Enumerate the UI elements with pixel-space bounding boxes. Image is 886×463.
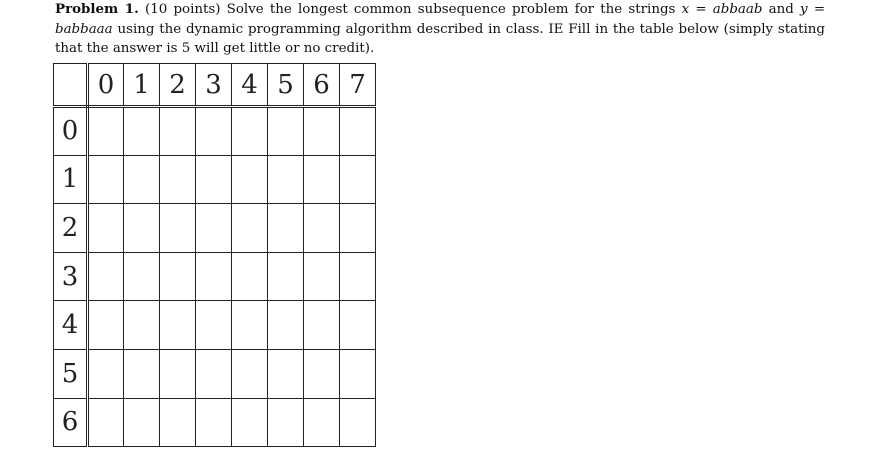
problem-statement: Problem 1. (10 points) Solve the longest common subsequence problem for the strings x = abbaab and y = babbaaa using the dynamic programming algorithm described in class. IE Fill in the table below (simply stating that the answer is 5 will get little or no credit). <box>55 1 826 56</box>
table-cell[interactable] <box>88 155 124 204</box>
table-cell[interactable] <box>232 155 268 204</box>
table-cell[interactable] <box>268 349 304 398</box>
table-cell[interactable] <box>160 301 196 350</box>
lcs-table <box>53 63 376 447</box>
table-row <box>54 252 376 301</box>
table-cell[interactable] <box>124 155 160 204</box>
table-cell[interactable] <box>232 107 268 156</box>
table-cell[interactable] <box>196 301 232 350</box>
table-cell[interactable] <box>268 204 304 253</box>
table-cell[interactable] <box>160 107 196 156</box>
y-value: babbaaa <box>55 21 113 37</box>
table-cell[interactable] <box>124 398 160 447</box>
table-cell[interactable] <box>196 398 232 447</box>
table-cell[interactable] <box>160 349 196 398</box>
table-cell[interactable] <box>124 204 160 253</box>
table-row <box>54 398 376 447</box>
row-header: 3 <box>54 252 88 301</box>
x-variable: x <box>681 2 690 17</box>
table-cell[interactable] <box>340 204 376 253</box>
table-cell[interactable] <box>304 398 340 447</box>
table-cell[interactable] <box>196 252 232 301</box>
column-header: 2 <box>160 64 196 107</box>
table-cell[interactable] <box>268 398 304 447</box>
table-cell[interactable] <box>232 349 268 398</box>
table-cell[interactable] <box>268 301 304 350</box>
table-row <box>54 107 376 156</box>
column-header: 0 <box>88 64 124 107</box>
problem-text-after: using the dynamic programming algorithm described in class. IE Fill in the table below (simply stating that the answer is 5 will get little or no credit). <box>55 21 825 56</box>
row-header: 2 <box>54 204 88 253</box>
table-cell[interactable] <box>124 252 160 301</box>
table-cell[interactable] <box>304 155 340 204</box>
table-cell[interactable] <box>88 252 124 301</box>
table-cell[interactable] <box>88 398 124 447</box>
table-cell[interactable] <box>88 107 124 156</box>
table-cell[interactable] <box>340 301 376 350</box>
row-header: 1 <box>54 155 88 204</box>
column-header: 1 <box>124 64 160 107</box>
table-cell[interactable] <box>160 398 196 447</box>
corner-cell <box>54 64 88 107</box>
table-cell[interactable] <box>232 252 268 301</box>
table-cell[interactable] <box>340 349 376 398</box>
and-text: and <box>768 2 794 17</box>
column-header: 7 <box>340 64 376 107</box>
table-cell[interactable] <box>88 301 124 350</box>
table-cell[interactable] <box>340 107 376 156</box>
column-header: 3 <box>196 64 232 107</box>
table-cell[interactable] <box>196 204 232 253</box>
table-cell[interactable] <box>196 155 232 204</box>
table-cell[interactable] <box>124 107 160 156</box>
table-cell[interactable] <box>268 155 304 204</box>
table-cell[interactable] <box>232 398 268 447</box>
table-cell[interactable] <box>340 155 376 204</box>
table-cell[interactable] <box>88 204 124 253</box>
table-cell[interactable] <box>196 107 232 156</box>
problem-text-before: Solve the longest common subsequence problem for the strings <box>226 2 676 17</box>
table-cell[interactable] <box>160 252 196 301</box>
header-row <box>54 64 376 107</box>
table-cell[interactable] <box>160 204 196 253</box>
table-cell[interactable] <box>304 349 340 398</box>
table-cell[interactable] <box>268 252 304 301</box>
table-cell[interactable] <box>124 301 160 350</box>
table-cell[interactable] <box>268 107 304 156</box>
row-header: 4 <box>54 301 88 350</box>
problem-points: (10 points) <box>144 2 221 17</box>
table-row <box>54 301 376 350</box>
y-variable: y <box>800 2 808 17</box>
row-header: 5 <box>54 349 88 398</box>
column-header: 5 <box>268 64 304 107</box>
column-header: 4 <box>232 64 268 107</box>
row-header: 6 <box>54 398 88 447</box>
problem-label: Problem 1. <box>55 1 139 17</box>
table-cell[interactable] <box>340 398 376 447</box>
table-row <box>54 155 376 204</box>
column-header: 6 <box>304 64 340 107</box>
row-header: 0 <box>54 107 88 156</box>
table-cell[interactable] <box>196 349 232 398</box>
table-cell[interactable] <box>304 252 340 301</box>
table-row <box>54 349 376 398</box>
table-cell[interactable] <box>232 204 268 253</box>
table-cell[interactable] <box>160 155 196 204</box>
table-cell[interactable] <box>124 349 160 398</box>
x-value: abbaab <box>712 2 763 17</box>
table-cell[interactable] <box>340 252 376 301</box>
table-cell[interactable] <box>304 301 340 350</box>
table-cell[interactable] <box>88 349 124 398</box>
table-cell[interactable] <box>304 204 340 253</box>
table-cell[interactable] <box>232 301 268 350</box>
table-cell[interactable] <box>304 107 340 156</box>
table-row <box>54 204 376 253</box>
